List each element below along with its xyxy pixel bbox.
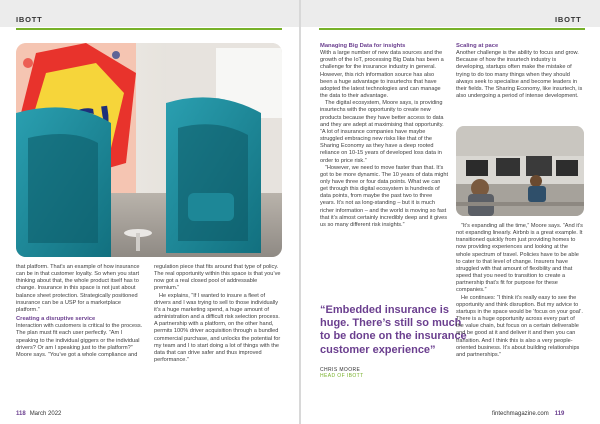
quote-attribution-name: CHRIS MOORE (320, 367, 361, 373)
right-column-1 (320, 43, 448, 229)
section-heading-disruptive: Creating a disruptive service (16, 316, 96, 323)
quote-attribution-role: HEAD OF IBOTT (320, 373, 364, 379)
left-column-2 (154, 264, 282, 364)
issue-date: March 2022 (29, 411, 62, 417)
section-heading-big-data: Managing Big Data for insights (320, 43, 406, 49)
brand-left: IBOTT (16, 15, 43, 24)
header-rule-right (319, 28, 585, 30)
paragraph: The digital ecosystem, Moore says, is providing insurtechs with the opportunity to create new products because they have better access to data and they are adept at maximising that opportunity. “A lot of insurance companies have maybe struggled embracing new risks like that of the Sharing Economy as they have a deep rooted reliance on 10-15 years of developed loss data in order to price risk.” (320, 100, 444, 164)
brand-right: IBOTT (555, 15, 582, 24)
right-column-2-top (456, 43, 584, 100)
paragraph: He continues: “I think it’s really easy to see the opportunity and think disruption. But my advice to startups in the space would be ‘focus on your goal’. There is a huge opportunity across every part of the value chain, but focus on a certain deliverable and be good at it and deliver it and then you can transition. And I think this is also a very people-oriented business. It’s about building relationships and partnerships.” (456, 294, 583, 358)
right-page-number: 119 (554, 411, 565, 417)
left-column-1 (16, 264, 144, 359)
paragraph: Interaction with customers is critical to the process. The plan must fit each user perfectly. “Am I speaking to the individual giggers or the individual drivers? Or am I speaking just to the platform?” Moore says. “You’ve got a whole compliance and (16, 323, 143, 358)
left-folio (16, 411, 61, 417)
right-folio (492, 411, 564, 417)
paragraph: regulation piece that fits around that type of policy. The real opportunity within this space is that you’ve now got a real closed pool of addressable premium.” (154, 264, 281, 292)
left-page-number: 118 (16, 411, 26, 417)
paragraph: With a large number of new data sources and the growth of the IoT, processing Big Data has been a challenge for the insurance industry in general. However, this rich information source has also been a huge advantage to insurtechs that have adopted the latest technologies and can manage the data to their advantage. (320, 50, 444, 100)
paragraph: Another challenge is the ability to focus and grow. Because of how the insurtech industry is developing, startups often make the mistake of trying to do too many things when they should always seek to specialise and become leaders in their fields. The Sharing Economy, like insurtech, is also undergoing a period of intense development. (456, 50, 583, 100)
left-page (0, 0, 299, 424)
office-workers-illustration (456, 126, 584, 216)
right-column-2-bottom (456, 223, 584, 359)
office-pods-illustration (16, 43, 282, 257)
section-heading-scaling: Scaling at pace (456, 43, 499, 49)
paragraph: “However, we need to move faster than that. It’s got to be more dynamic. The 10 years of data might only have three or four data points. What we can get through this digital ecosystem is hundreds of data points, from maybe the past two to three years. It’s not as long-standing – but it is much richer information – and the world is moving so fast that it’s almost certainly incredibly deep and it gives us so many different risk insights.” (320, 164, 449, 228)
header-rule-left (16, 28, 282, 30)
header-band-left (0, 0, 299, 27)
paragraph: He explains, “If I wanted to insure a fleet of drivers and I was trying to sell to those individually it’s a huge marketing spend, a huge amount of administration and a difficult risk selection process. A partnership with a platform, on the other hand, permits 100% driver acquisition through a bundled commercial purchase, and unlocks the potential for my team and I to start doing a lot of things with the data that can drive safer and thus improved performance.” (154, 292, 281, 364)
office-workers-photo (456, 126, 584, 216)
office-pods-photo (16, 43, 282, 257)
pull-quote: “Embedded insurance is huge. There’s still so much to be done on the insurance customer experience” (320, 304, 467, 356)
paragraph: “It’s expanding all the time,” Moore says. “And it’s not expanding linearly. Airbnb is a great example. It transitioned quickly from just providing homes to now providing experiences and looking at the whole spectrum of travel. Policies have to be able to cater to that level of change. Insurers have struggled with that amount of flexibility and that speed that you need to transition to create a partnership that’s fit for purpose for these companies.” (456, 223, 583, 294)
site-url: fintechmagazine.com (492, 411, 549, 417)
paragraph: that platform. That’s an example of how insurance can be in that customer loyalty. So when you start thinking about that, the whole product itself has to change. Insurance in this space is not just about balance sheet protection. Strategically positioned insurance can be a USP for a marketplace platform.” (16, 264, 140, 313)
